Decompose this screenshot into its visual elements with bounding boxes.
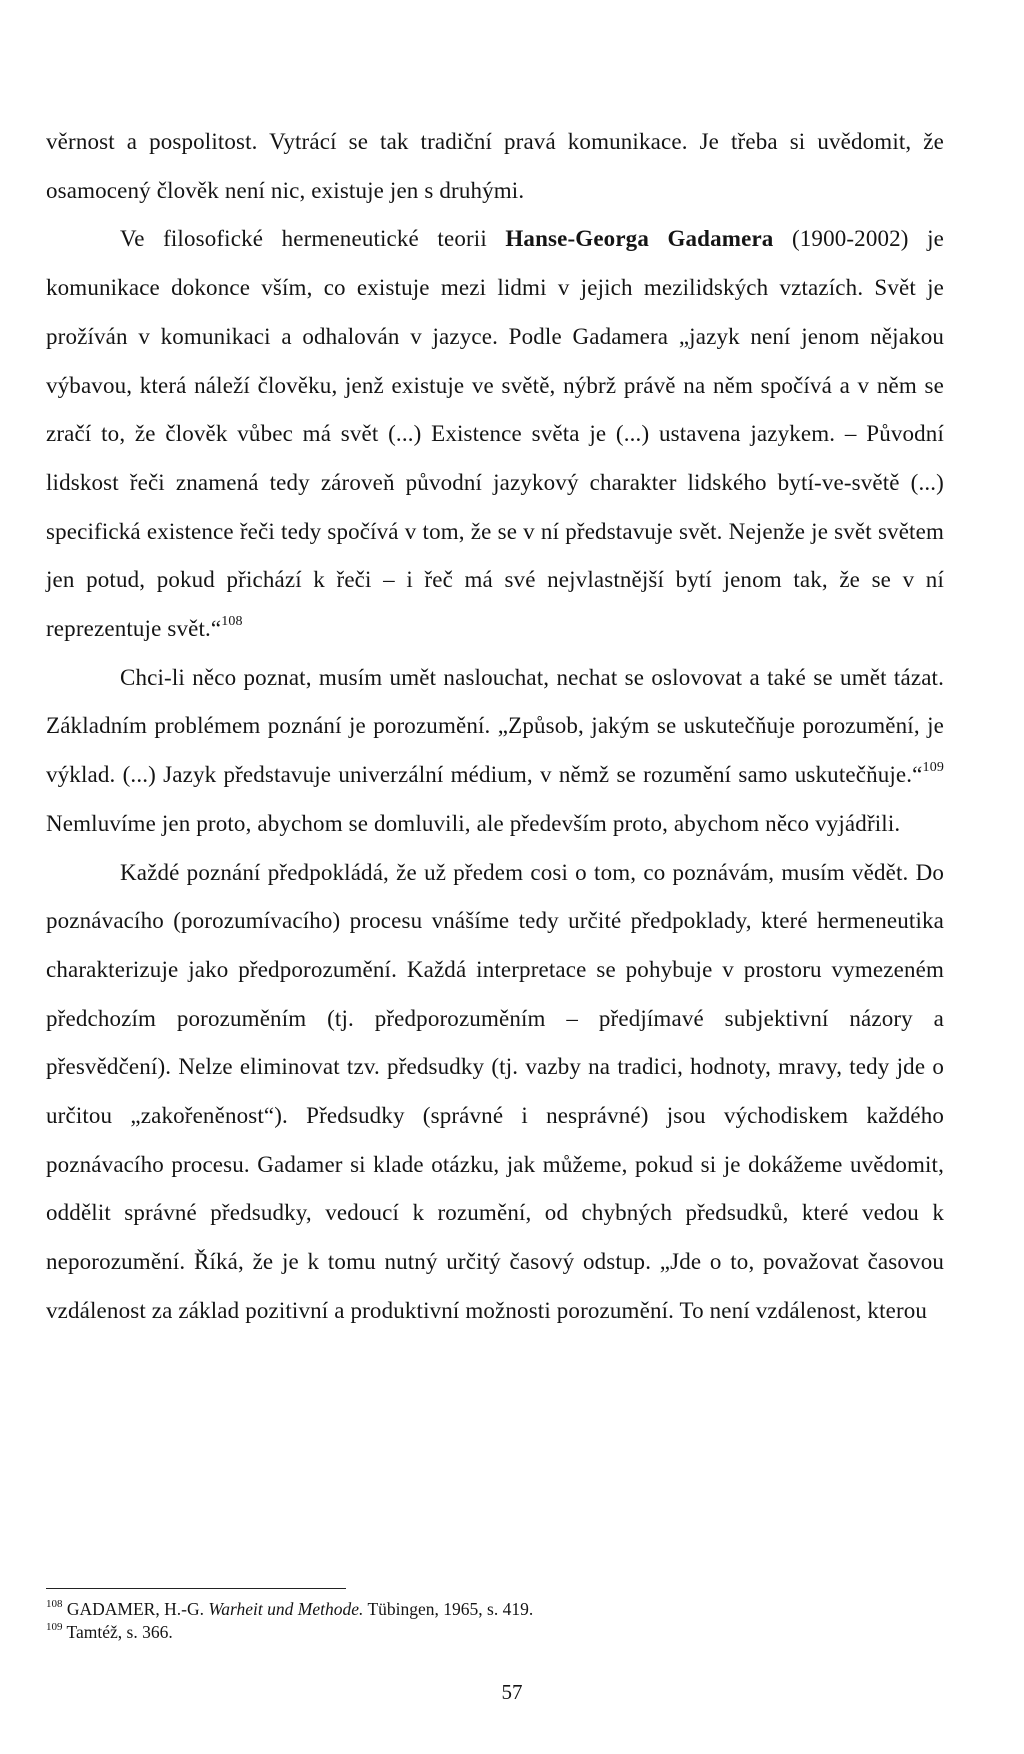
footnote-reference-108: 108 [221,614,243,630]
paragraph-3 [46,654,944,849]
footnote-reference-109: 109 [922,760,944,776]
footnote-text: Tamtéž, s. 366. [62,1622,173,1642]
footnote-number: 109 [46,1621,63,1633]
footnote-book-title: Warheit und Methode. [208,1599,364,1619]
footnote-text: GADAMER, H.-G. [62,1599,209,1619]
footnote-separator [46,1588,346,1589]
footnote-108 [46,1598,944,1621]
footnote-109 [46,1621,944,1644]
paragraph-text: (1900-2002) je komunikace dokonce vším, co existuje mezi lidmi v jejich mezilidských vztazích. Svět je prožíván v komunikaci a odhalován v jazyce. Podle Gadamera „jazyk není jenom nějakou výbavou, která náleží člověku, jenž existuje ve světě, nýbrž právě na něm spočívá a v něm se zračí to, že člověk vůbec má svět (...) Existence světa je (...) ustavena jazykem. – Původní lidskost řeči znamená tedy zároveň původní jazykový charakter lidského bytí-ve-světě (...) specifická existence řeči tedy spočívá v tom, že se v ní představuje svět. Nejenže je svět světem jen potud, pokud přichází k řeči – i řeč má své nejvlastnější bytí jenom tak, že se v ní reprezentuje svět.“ [46,226,944,642]
paragraph-4 [46,849,944,1336]
paragraph-2 [46,215,944,653]
footnotes [46,1598,944,1644]
paragraph-text: Chci-li něco poznat, musím umět naslouchat, nechat se oslovovat a také se umět tázat. Základním problémem poznání je porozumění. „Způsob, jakým se uskutečňuje porozumění, je výklad. (...) Jazyk představuje univerzální médium, v němž se rozumění samo uskutečňuje.“ [46,664,944,788]
paragraph-text: Nemluvíme jen proto, abychom se domluvili, ale především proto, abychom něco vyjádřili. [46,810,901,836]
page-number: 57 [501,1680,523,1704]
paragraph-text: Ve filosofické hermeneutické teorii [120,226,506,252]
paragraph-1 [46,118,944,215]
paragraph-text: Každé poznání předpokládá, že už předem cosi o tom, co poznávám, musím vědět. Do poznávacího (porozumívacího) procesu vnášíme tedy určité předpoklady, které hermeneutika charakterizuje jako předporozumění. Každá interpretace se pohybuje v prostoru vymezeném předchozím porozuměním (tj. předporozuměním – předjímavé subjektivní názory a přesvědčení). Nelze eliminovat tzv. předsudky (tj. vazby na tradici, hodnoty, mravy, tedy jde o určitou „zakořeněnost“). Předsudky (správné i nesprávné) jsou východiskem každého poznávacího procesu. Gadamer si klade otázku, jak můžeme, pokud si je dokážeme uvědomit, oddělit správné předsudky, vedoucí k rozumění, od chybných předsudků, které vedou k neporozumění. Říká, že je k tomu nutný určitý časový odstup. „Jde o to, považovat časovou vzdálenost za základ pozitivní a produktivní možnosti porozumění. To není vzdálenost, kterou [46,859,944,1323]
footnote-text: Tübingen, 1965, s. 419. [363,1599,534,1619]
paragraph-text: věrnost a pospolitost. Vytrácí se tak tradiční pravá komunikace. Je třeba si uvědomit, že osamocený člověk není nic, existuje jen s druhými. [46,129,944,203]
footnote-number: 108 [46,1598,63,1610]
author-name: Hanse-Georga Gadamera [505,226,774,252]
body-text [46,118,944,1336]
